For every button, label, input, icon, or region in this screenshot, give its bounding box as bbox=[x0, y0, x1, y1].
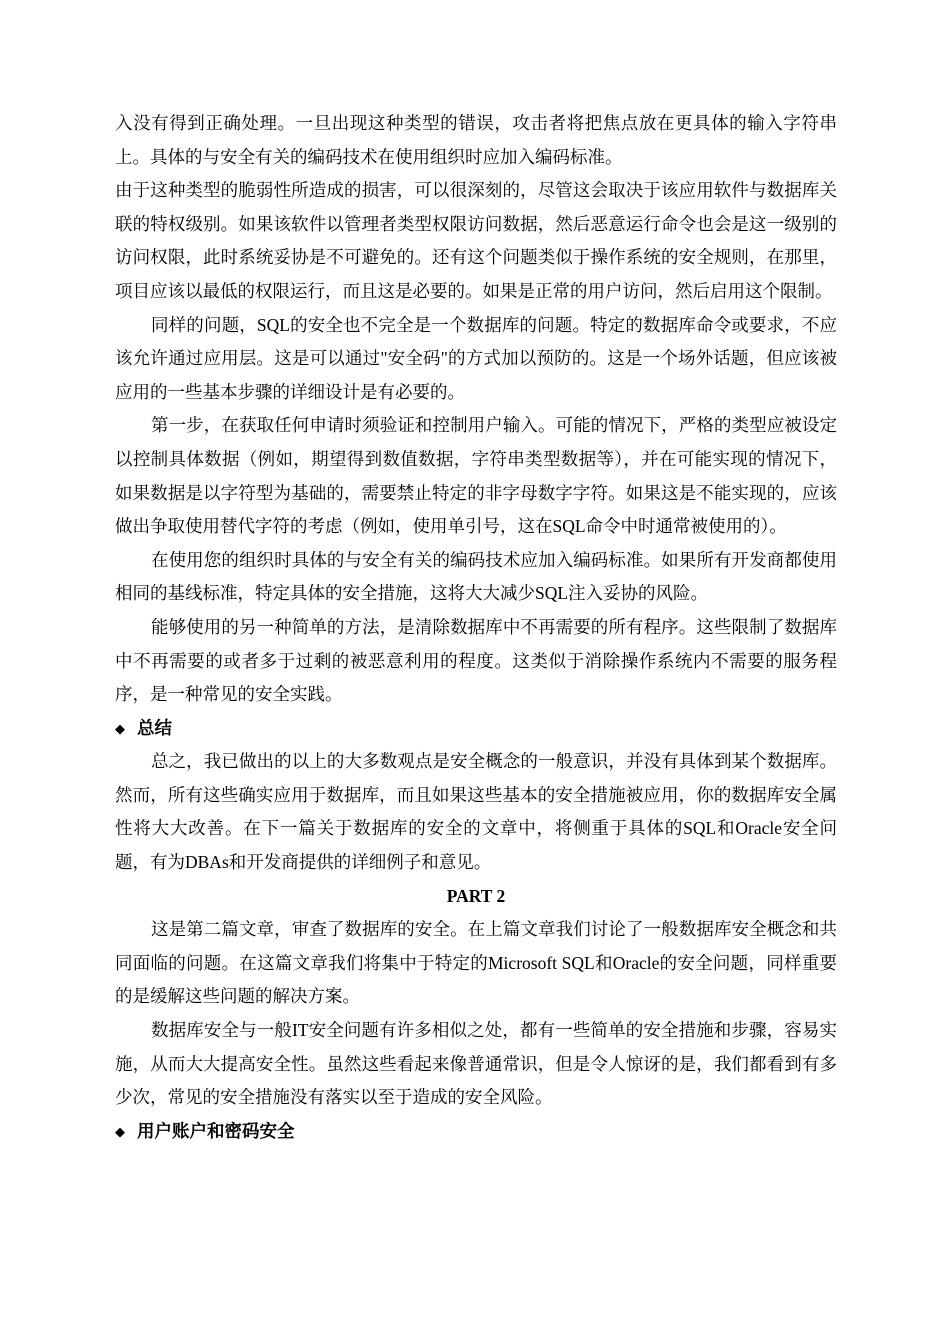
paragraph-2: 由于这种类型的脆弱性所造成的损害，可以很深刻的，尽管这会取决于该应用软件与数据库关联的特权级别。如果该软件以管理者类型权限访问数据，然后恶意运行命令也会是这一级别的访问权限，此时系统妥协是不可避免的。还有这个问题类似于操作系统的安全规则，在那里，项目应该以最低的权限运行，而且这是必要的。如果是正常的用户访问，然后启用这个限制。 bbox=[115, 180, 837, 301]
part-title: PART 2 bbox=[446, 885, 506, 906]
paragraph-3: 同样的问题，SQL的安全也不完全是一个数据库的问题。特定的数据库命令或要求，不应该允许通过应用层。这是可以通过"安全码"的方式加以预防的。这是一个场外话题，但应该被应用的一些基本步骤的详细设计是有必要的。 bbox=[115, 314, 837, 402]
document-page bbox=[115, 107, 837, 1148]
section-heading-accounts-text: 用户账户和密码安全 bbox=[137, 1120, 295, 1141]
paragraph-1: 入没有得到正确处理。一旦出现这种类型的错误，攻击者将把焦点放在更具体的输入字符串上。具体的与安全有关的编码技术在使用组织时应加入编码标准。 bbox=[115, 113, 837, 167]
diamond-bullet-icon: ◆ bbox=[115, 720, 125, 736]
diamond-bullet-icon: ◆ bbox=[115, 1123, 125, 1139]
paragraph-4: 第一步，在获取任何申请时须验证和控制用户输入。可能的情况下，严格的类型应被设定以控制具体数据（例如，期望得到数值数据，字符串类型数据等），并在可能实现的情况下，如果数据是以字符型为基础的，需要禁止特定的非字母数字字符。如果这是不能实现的，应该做出争取使用替代字符的考虑（例如，使用单引号，这在SQL命令中时通常被使用的）。 bbox=[115, 415, 837, 537]
paragraph-7: 总之，我已做出的以上的大多数观点是安全概念的一般意识，并没有具体到某个数据库。然而，所有这些确实应用于数据库，而且如果这些基本的安全措施被应用，你的数据库安全属性将大大改善。在下一篇关于数据库的安全的文章中，将侧重于具体的SQL和Oracle安全问题，有为DBAs和开发商提供的详细例子和意见。 bbox=[115, 751, 837, 873]
paragraph-6: 能够使用的另一种简单的方法，是清除数据库中不再需要的所有程序。这些限制了数据库中不再需要的或者多于过剩的被恶意利用的程度。这类似于消除操作系统内不需要的服务程序，是一种常见的安全实践。 bbox=[115, 616, 837, 705]
section-heading-summary bbox=[115, 712, 837, 746]
paragraph-9: 数据库安全与一般IT安全问题有许多相似之处，都有一些简单的安全措施和步骤，容易实施，从而大大提高安全性。虽然这些看起来像普通常识，但是令人惊讶的是，我们都看到有多少次，常见的安全措施没有落实以至于造成的安全风险。 bbox=[115, 1020, 837, 1108]
paragraph-8: 这是第二篇文章，审查了数据库的安全。在上篇文章我们讨论了一般数据库安全概念和共同面临的问题。在这篇文章我们将集中于特定的Microsoft SQL和Oracle的安全问题，同样重要的是缓解这些问题的解决方案。 bbox=[115, 919, 837, 1007]
section-heading-summary-text: 总结 bbox=[137, 717, 172, 738]
section-heading-accounts bbox=[115, 1115, 837, 1149]
paragraph-5: 在使用您的组织时具体的与安全有关的编码技术应加入编码标准。如果所有开发商都使用相同的基线标准，特定具体的安全措施，这将大大减少SQL注入妥协的风险。 bbox=[115, 549, 837, 604]
